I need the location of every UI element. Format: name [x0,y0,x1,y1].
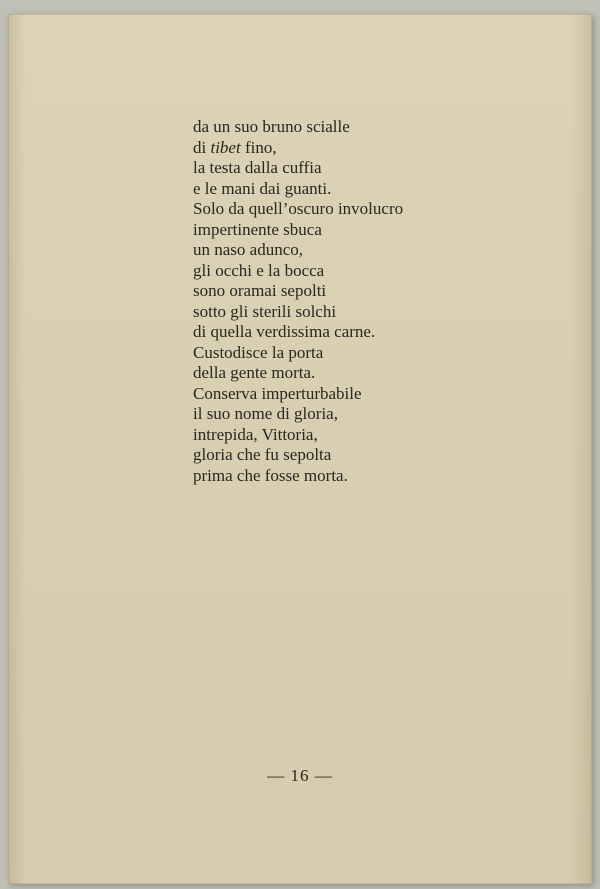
poem-line: prima che fosse morta. [193,465,348,485]
poem-line: sono oramai sepolti [193,281,327,300]
poem-line: e le mani dai guanti. [193,178,332,198]
poem-line: Solo da quell’oscuro involucro [193,199,404,218]
poem-line: sotto gli sterili solchi [193,301,337,321]
poem-line: impertinente sbuca [193,219,322,239]
poem-line: intrepida, Vittoria, [193,424,318,444]
poem-line-italic [193,138,403,159]
poem-line-prefix: di [193,137,211,157]
poem-text [193,117,403,486]
book-page [8,14,592,884]
poem-line: di quella verdissima carne. [193,322,376,341]
poem-line: da un suo bruno scialle [193,117,350,136]
poem-line-suffix: fino, [240,137,277,157]
poem-line: Conserva imperturbabile [193,383,362,403]
poem-line: gli occhi e la bocca [193,260,325,280]
poem-line: la testa dalla cuffia [193,158,322,177]
poem-line: gloria che fu sepolta [193,445,332,464]
poem-line: il suo nome di gloria, [193,404,338,423]
poem-line: Custodisce la porta [193,342,324,362]
page-number: — 16 — [267,766,333,785]
poem-line: della gente morta. [193,363,316,382]
poem-italic-word: tibet [210,137,241,157]
poem-line: un naso adunco, [193,240,304,259]
